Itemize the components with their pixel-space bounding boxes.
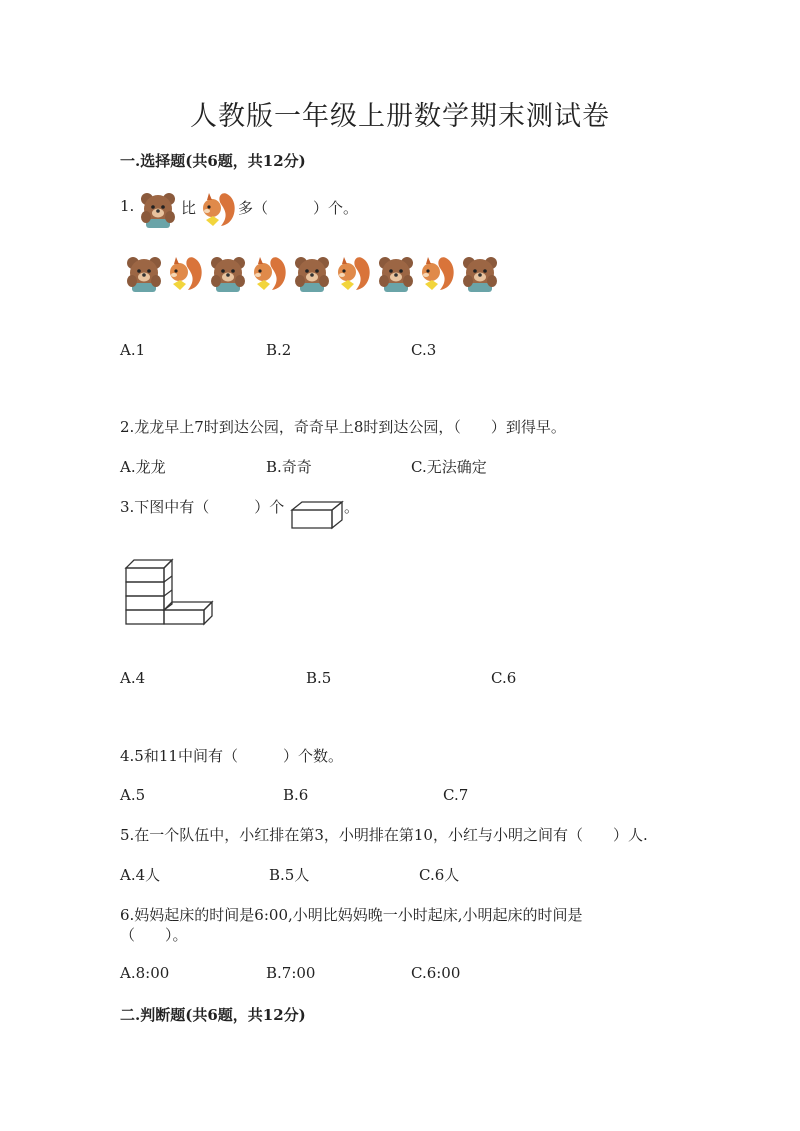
question-5-text: 5.在一个队伍中，小红排在第3，小明排在第10，小红与小明之间有（ ）人. (120, 826, 648, 844)
section-heading-true-false: 二.判断题(共6题，共12分) (120, 1006, 306, 1024)
question-6-option-a[interactable]: A.8:00 (120, 964, 170, 982)
question-6-text-line1: 6.妈妈起床的时间是6:00,小明比妈妈晚一小时起床,小明起床的时间是 (120, 906, 583, 924)
question-5-option-b[interactable]: B.5人 (269, 866, 310, 884)
question-1-word-compare: 比 (181, 199, 197, 217)
question-3-option-b[interactable]: B.5 (306, 669, 332, 687)
question-3-text: 3.下图中有（ ）个 (120, 498, 285, 516)
bear-icon (376, 254, 416, 294)
cuboid-icon (290, 500, 346, 530)
question-2-option-b[interactable]: B.奇奇 (266, 458, 312, 476)
squirrel-icon (250, 254, 290, 294)
stacked-blocks-figure (124, 554, 216, 626)
question-4-option-a[interactable]: A.5 (120, 786, 146, 804)
question-1-word-more: 多（ ）个。 (238, 199, 359, 217)
question-2-option-a[interactable]: A.龙龙 (120, 458, 166, 476)
bear-icon (138, 190, 178, 230)
question-1-number: 1. (120, 197, 135, 215)
question-3-option-a[interactable]: A.4 (120, 669, 146, 687)
question-6-option-c[interactable]: C.6:00 (411, 964, 461, 982)
question-2-text: 2.龙龙早上7时到达公园，奇奇早上8时到达公园，（ ）到得早。 (120, 418, 566, 436)
question-4-text: 4.5和11中间有（ ）个数。 (120, 747, 343, 765)
squirrel-icon (199, 190, 237, 230)
question-6-text-line2: （ ）。 (120, 926, 188, 944)
question-1-option-a[interactable]: A.1 (120, 341, 146, 359)
question-1-option-c[interactable]: C.3 (411, 341, 437, 359)
question-3-text-end: 。 (344, 498, 360, 516)
question-2-option-c[interactable]: C.无法确定 (411, 458, 487, 476)
question-5-option-c[interactable]: C.6人 (419, 866, 460, 884)
section-heading-choice: 一.选择题(共6题，共12分) (120, 152, 306, 170)
question-6-option-b[interactable]: B.7:00 (266, 964, 316, 982)
squirrel-icon (166, 254, 206, 294)
question-3-option-c[interactable]: C.6 (491, 669, 517, 687)
question-5-option-a[interactable]: A.4人 (120, 866, 161, 884)
question-4-option-c[interactable]: C.7 (443, 786, 469, 804)
bear-icon (124, 254, 164, 294)
question-1-option-b[interactable]: B.2 (266, 341, 292, 359)
question-4-option-b[interactable]: B.6 (283, 786, 309, 804)
bear-icon (208, 254, 248, 294)
squirrel-icon (334, 254, 374, 294)
squirrel-icon (418, 254, 458, 294)
bear-icon (460, 254, 500, 294)
page-title: 人教版一年级上册数学期末测试卷 (190, 101, 610, 132)
bear-icon (292, 254, 332, 294)
